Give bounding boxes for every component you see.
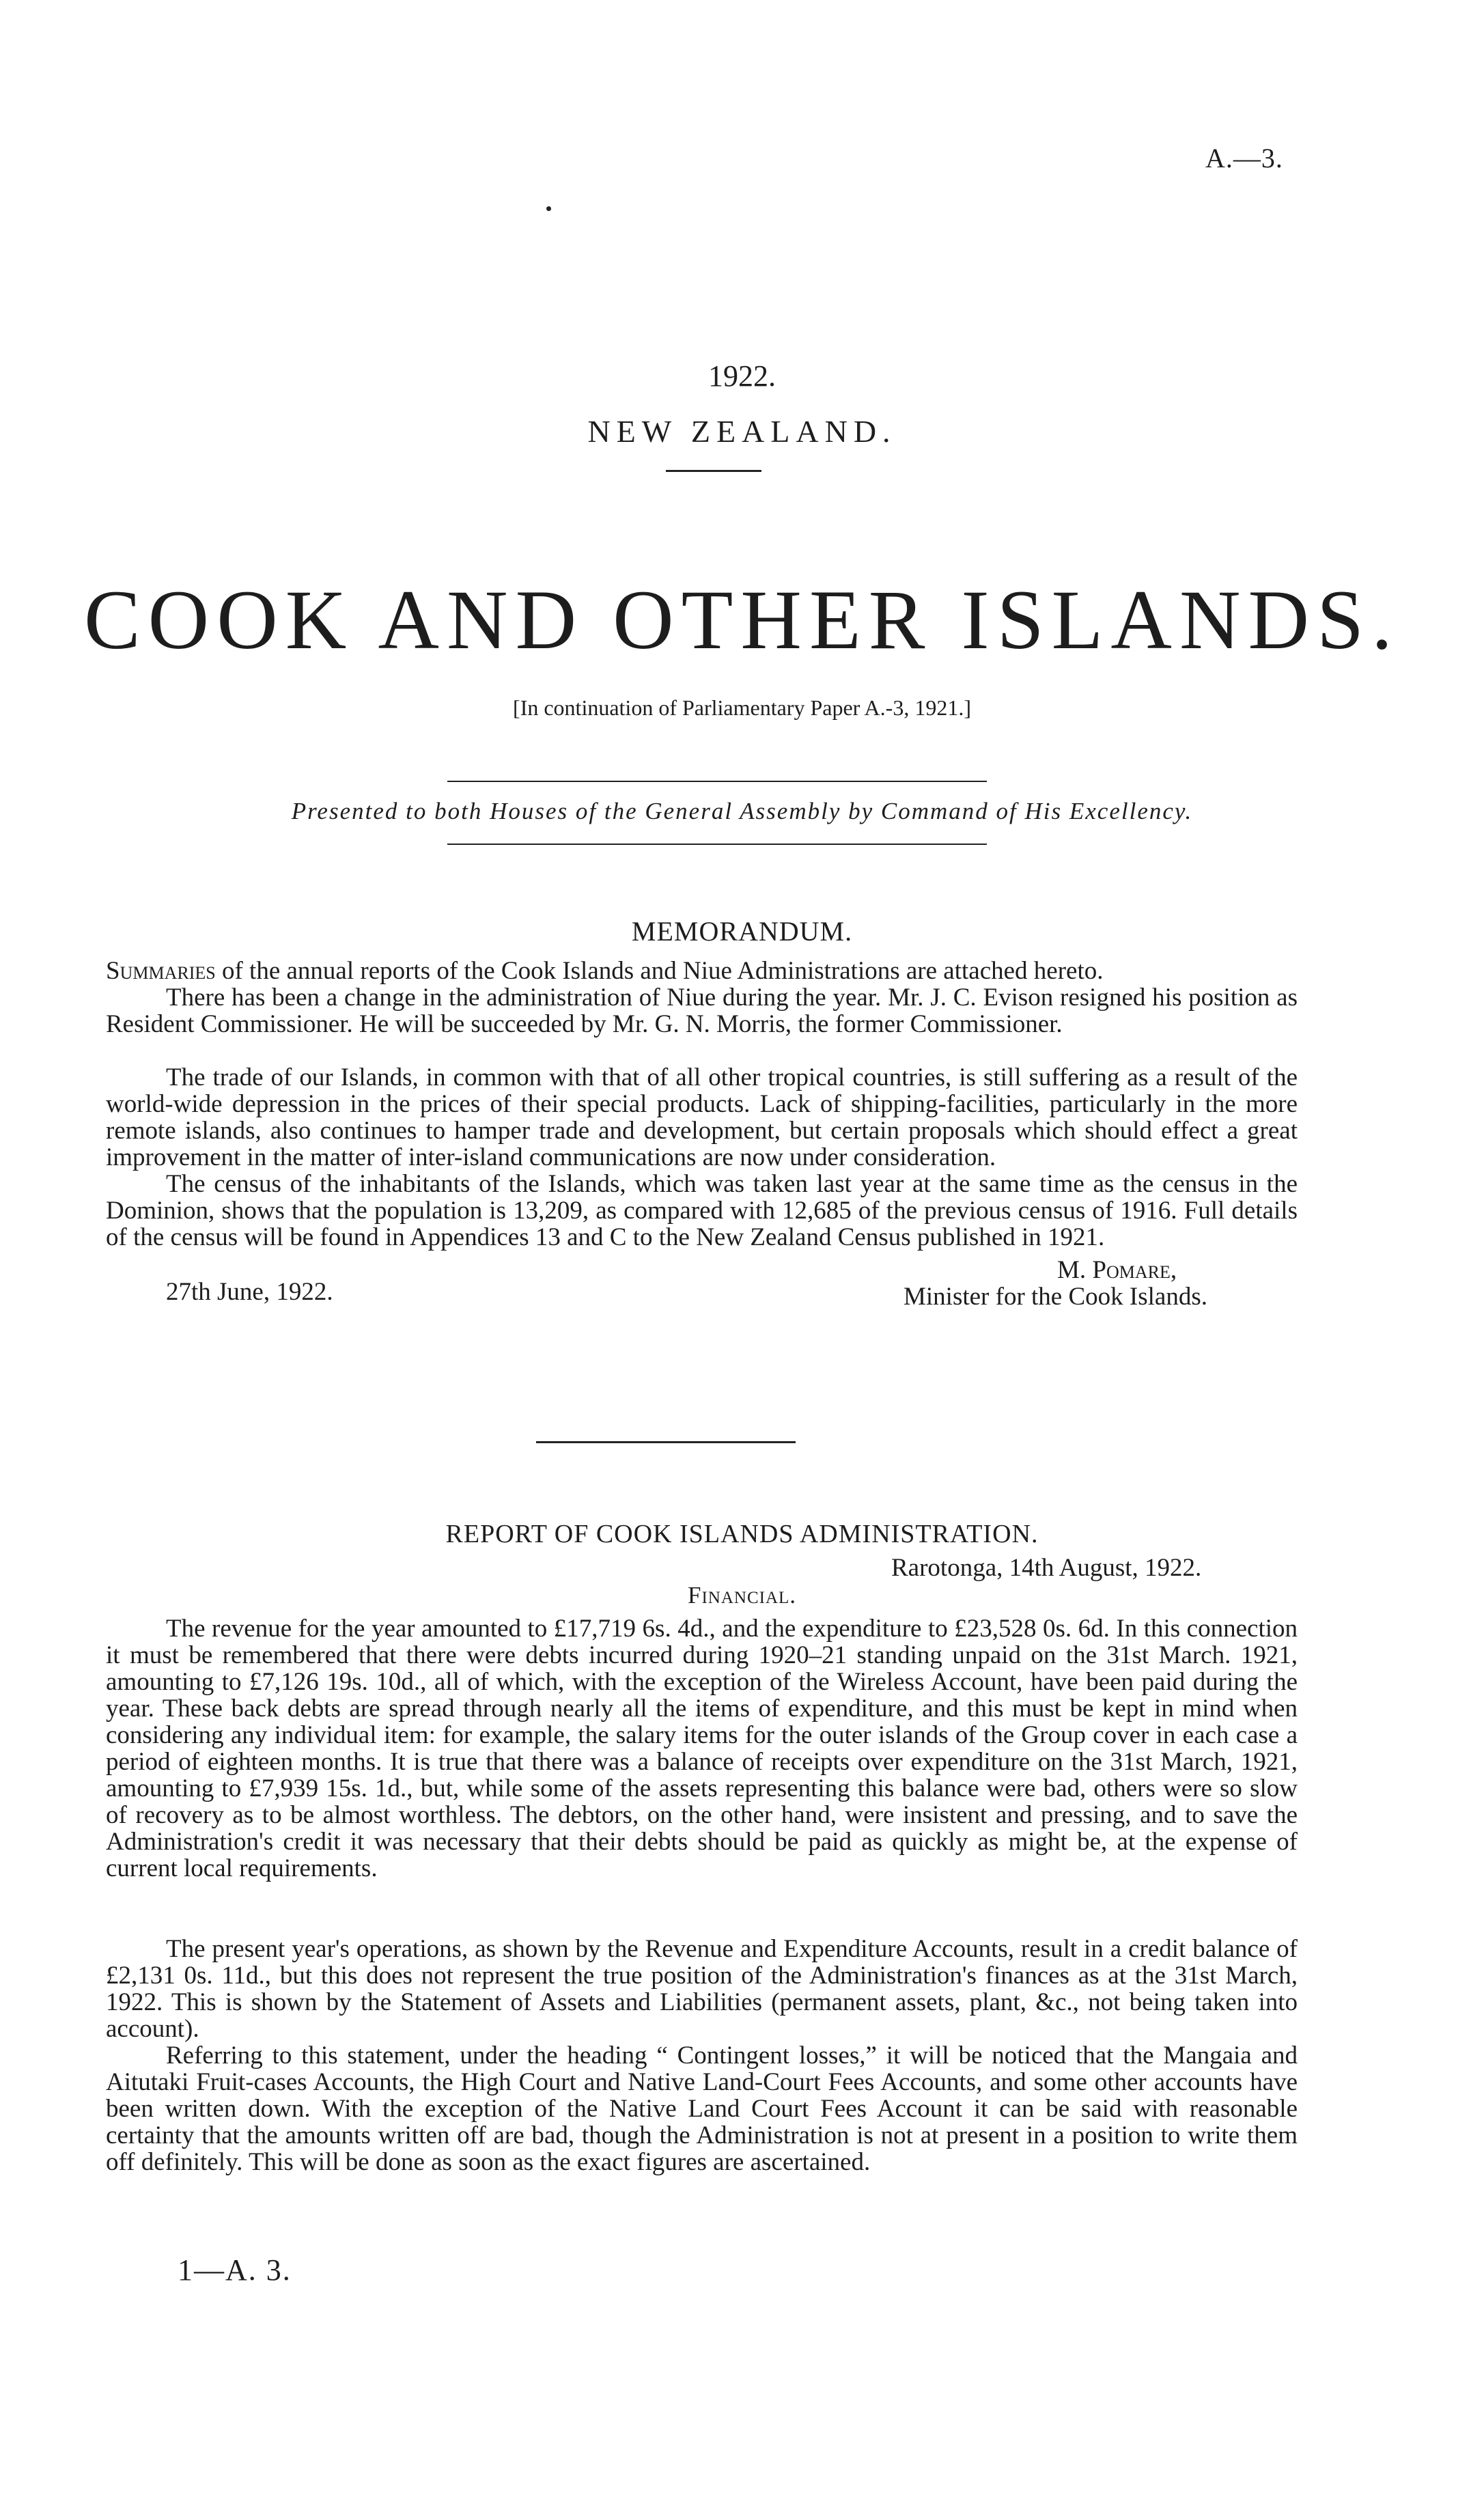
- continuation-note: [In continuation of Parliamentary Paper A.-3, 1921.]: [513, 695, 971, 720]
- memo-paragraph-3: The trade of our Islands, in common with that of all other tropical countries, is still suffering as a result of the world-wide depression in the prices of their special products. Lack of shipping-facilities, particularly in the more remote islands, also continues to hamper trade and development, but certain proposals which should effect a great improvement in the matter of inter-island communications are now under consideration.: [106, 1063, 1298, 1171]
- memo-signer: M. Pomare,: [1057, 1256, 1177, 1284]
- presented-rule-bottom: [447, 844, 987, 845]
- document-title: COOK AND OTHER ISLANDS.: [83, 573, 1401, 667]
- report-paragraph-3: Referring to this statement, under the heading “ Contingent losses,” it will be noticed that the Mangaia and Aitutaki Fruit-cases Accounts, the High Court and Native Land-Court Fees Accounts, and some other accounts have been written down. With the exception of the Native Land Court Fees Account it can be said with reasonable certainty that the amounts written off are bad, though the Administration is not at present in a position to write them off definitely. This will be done as soon as the exact figures are ascertained.: [106, 2042, 1298, 2176]
- memo-date: 27th June, 1922.: [166, 1278, 333, 1306]
- footer-reference: 1—A. 3.: [178, 2253, 292, 2287]
- report-paragraph-1: The revenue for the year amounted to £17,719 6s. 4d., and the expenditure to £23,528 0s. 6d. In this connection it must be remembered that there were debts incurred during 1920–21 standing unpaid on the 31st March. 1921, amounting to £7,126 19s. 10d., all of which, with the exception of the Wireless Account, have been paid during the year. These back debts are spread through nearly all the items of expenditure, and this must be kept in mind when considering any individual item: for example, the salary items for the outer islands of the Group cover in each case a period of eighteen months. It is true that there was a balance of receipts over expenditure on the 31st March, 1921, amounting to £7,939 15s. 1d., but, while some of the assets representing this balance were bad, others were so slow of recovery as to be almost worthless. The debtors, on the other hand, were insistent and pressing, and to save the Administration's credit it was necessary that their debts should be paid as quickly as might be, at the expense of current local requirements.: [106, 1615, 1298, 1882]
- financial-subheading: Financial.: [687, 1582, 797, 1608]
- memorandum-heading: MEMORANDUM.: [631, 916, 853, 947]
- year: 1922.: [708, 359, 776, 393]
- report-heading: REPORT OF COOK ISLANDS ADMINISTRATION.: [445, 1520, 1039, 1548]
- memo-paragraph-2: There has been a change in the administration of Niue during the year. Mr. J. C. Evison resigned his position as Resident Commissioner. He will be succeeded by Mr. G. N. Morris, the former Commissioner.: [106, 984, 1298, 1038]
- presented-line: Presented to both Houses of the General Assembly by Command of His Excellency.: [291, 798, 1193, 824]
- country-underline: [666, 470, 761, 472]
- memo-paragraph-1: [106, 958, 1298, 984]
- memo-paragraph-1-text: of the annual reports of the Cook Islands and Niue Administrations are attached hereto.: [215, 957, 1104, 985]
- memo-signer-title: Minister for the Cook Islands.: [904, 1283, 1207, 1311]
- memo-lead-word: Summaries: [106, 957, 216, 985]
- report-place-date: Rarotonga, 14th August, 1922.: [891, 1554, 1202, 1582]
- presented-rule-top: [447, 781, 987, 782]
- page-reference: A.—3.: [1205, 143, 1283, 173]
- report-paragraph-2: The present year's operations, as shown by the Revenue and Expenditure Accounts, result in a credit balance of £2,131 0s. 11d., but this does not represent the true position of the Administration's finances as at the 31st March, 1922. This is shown by the Statement of Assets and Liabilities (permanent assets, plant, &c., not being taken into account).: [106, 1935, 1298, 2043]
- country-heading: NEW ZEALAND.: [587, 414, 897, 449]
- memo-paragraph-4: The census of the inhabitants of the Islands, which was taken last year at the same time as the census in the Dominion, shows that the population is 13,209, as compared with 12,685 of the previous census of 1916. Full details of the census will be found in Appendices 13 and C to the New Zealand Census published in 1921.: [106, 1170, 1298, 1251]
- section-divider: [536, 1441, 796, 1443]
- stray-mark: [546, 206, 551, 211]
